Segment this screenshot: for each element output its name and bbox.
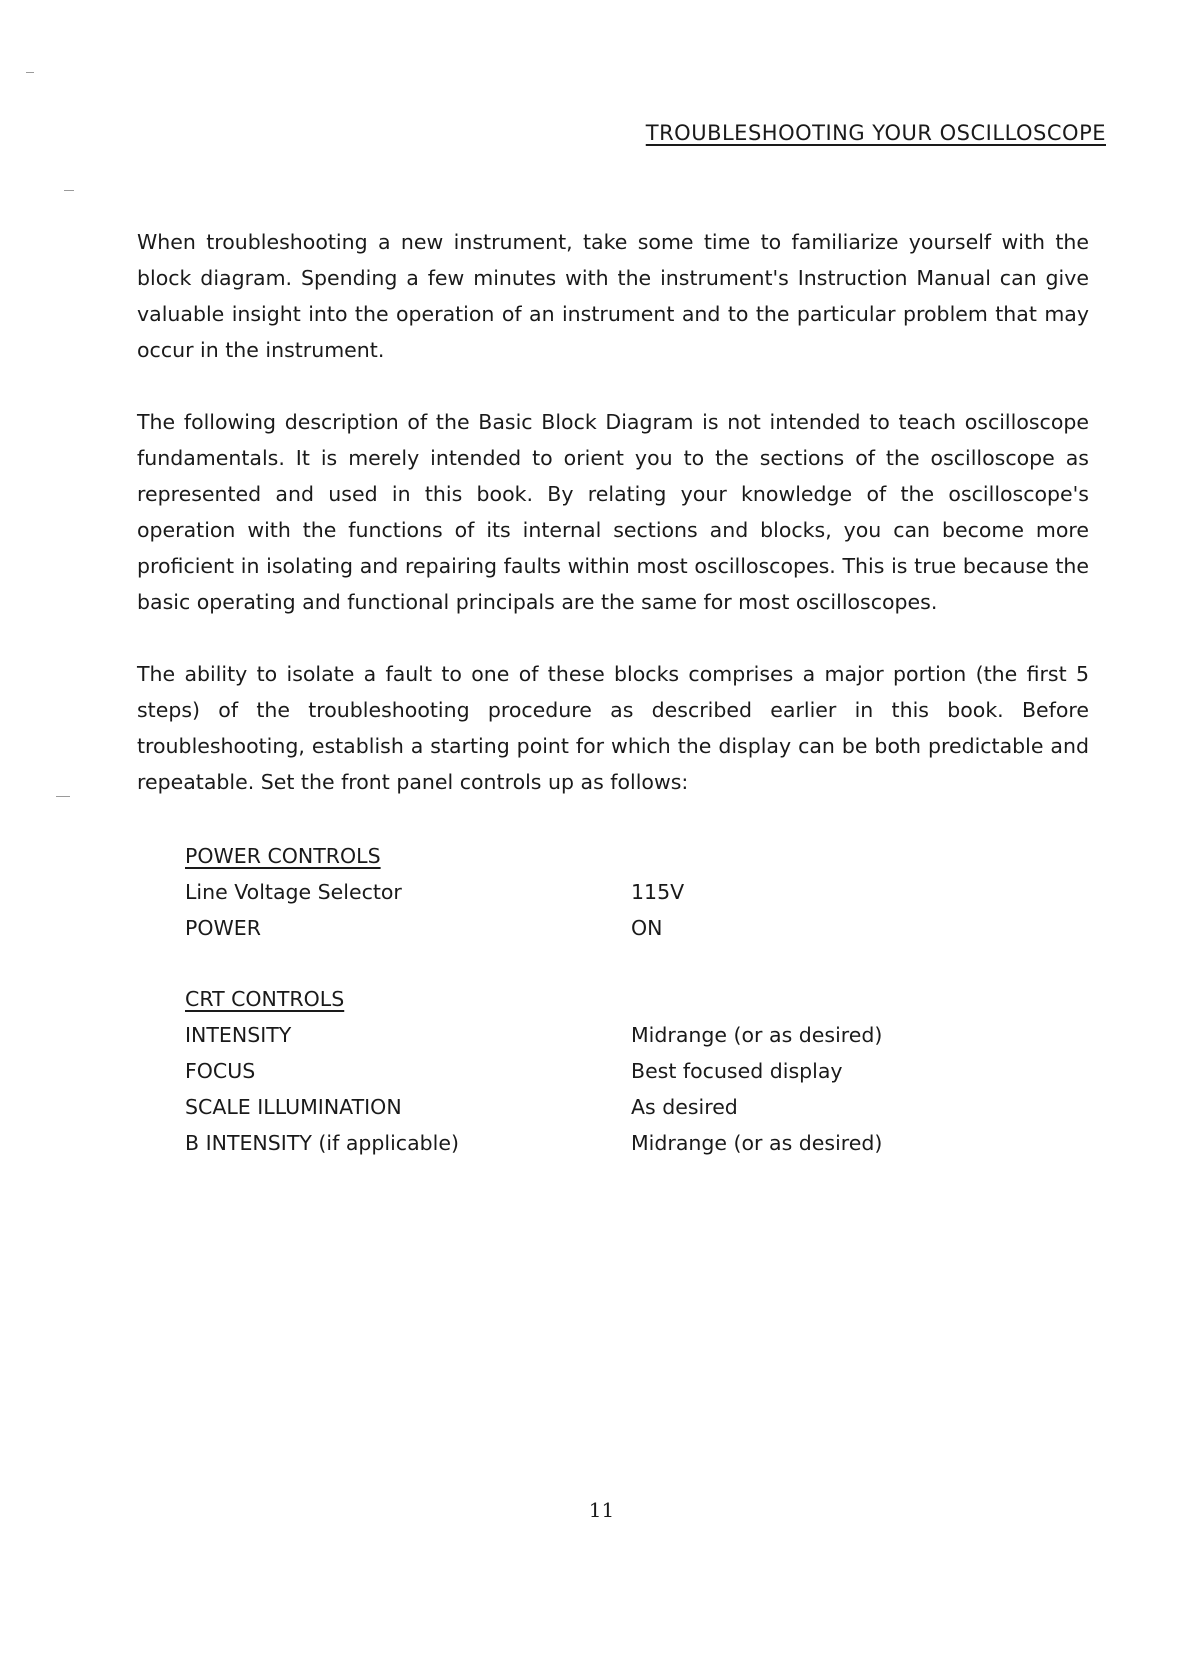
control-label: POWER bbox=[185, 916, 261, 940]
crt-controls-title: CRT CONTROLS bbox=[185, 987, 345, 1011]
page-number: 11 bbox=[588, 1498, 615, 1522]
crt-controls-section bbox=[185, 981, 985, 1161]
control-value: Best focused display bbox=[631, 1059, 843, 1083]
control-label: INTENSITY bbox=[185, 1023, 292, 1047]
control-value: As desired bbox=[631, 1095, 738, 1119]
control-row bbox=[185, 874, 985, 910]
power-controls-section bbox=[185, 838, 985, 946]
control-row bbox=[185, 1053, 985, 1089]
control-row bbox=[185, 1017, 985, 1053]
control-label: Line Voltage Selector bbox=[185, 880, 402, 904]
control-label: FOCUS bbox=[185, 1059, 256, 1083]
scan-speck bbox=[56, 796, 70, 797]
paragraph-block-diagram: The following description of the Basic Block Diagram is not intended to teach oscilloscope fundamentals. It is merely intended to orient you to the sections of the oscilloscope as represented and used in this book. By relating your knowledge of the oscilloscope's operation with the functions of its internal sections and blocks, you can become more proficient in isolating and repairing faults within most oscilloscopes. This is true because the basic operating and functional principals are the same for most oscilloscopes. bbox=[137, 410, 1089, 614]
control-row bbox=[185, 1125, 985, 1161]
scan-speck bbox=[26, 72, 34, 73]
control-label: B INTENSITY (if applicable) bbox=[185, 1131, 459, 1155]
paragraph-setup: The ability to isolate a fault to one of these blocks comprises a major portion (the first 5 steps) of the troubleshooting procedure as described earlier in this book. Before troubleshooting, establish a starting point for which the display can be both predictable and repeatable. Set the front panel controls up as follows: bbox=[137, 662, 1089, 794]
control-value: 115V bbox=[631, 880, 685, 904]
control-value: Midrange (or as desired) bbox=[631, 1023, 883, 1047]
control-label: SCALE ILLUMINATION bbox=[185, 1095, 402, 1119]
control-value: Midrange (or as desired) bbox=[631, 1131, 883, 1155]
scan-speck bbox=[64, 190, 74, 191]
control-row bbox=[185, 1089, 985, 1125]
paragraph-intro: When troubleshooting a new instrument, take some time to familiarize yourself with the block diagram. Spending a few minutes with the instrument's Instruction Manual can give valuable insight into the operation of an instrument and to the particular problem that may occur in the instrument. bbox=[137, 230, 1089, 362]
running-header: TROUBLESHOOTING YOUR OSCILLOSCOPE bbox=[645, 121, 1106, 145]
control-value: ON bbox=[631, 916, 663, 940]
control-row bbox=[185, 910, 985, 946]
power-controls-title: POWER CONTROLS bbox=[185, 844, 381, 868]
